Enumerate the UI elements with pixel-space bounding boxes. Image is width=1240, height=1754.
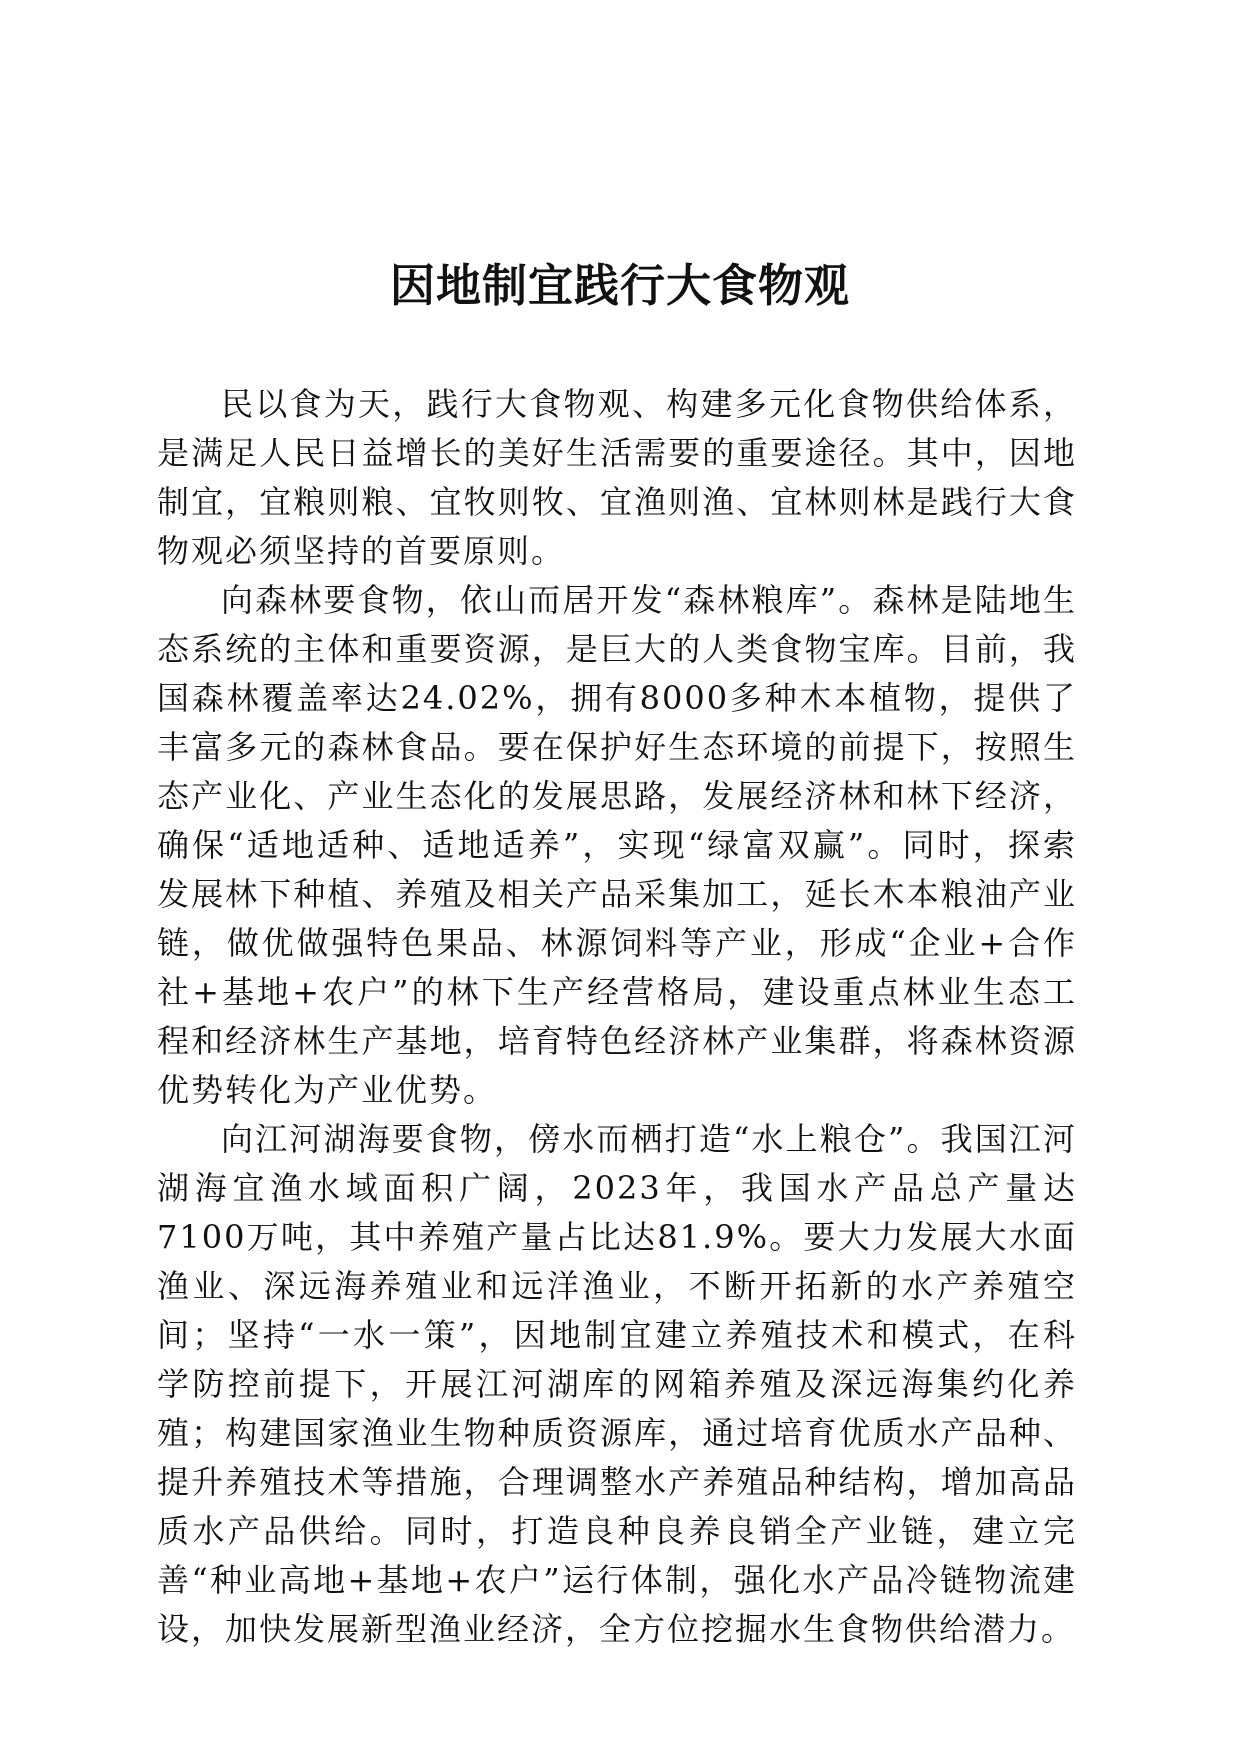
- paragraph-forest: 向森林要食物，依山而居开发“森林粮库”。森林是陆地生态系统的主体和重要资源，是巨大的人类食物宝库。目前，我国森林覆盖率达24.02%，拥有8000多种木本植物，提供了丰富多元的森林食品。要在保护好生态环境的前提下，按照生态产业化、产业生态化的发展思路，发展经济林和林下经济，确保“适地适种、适地适养”，实现“绿富双赢”。同时，探索发展林下种植、养殖及相关产品采集加工，延长木本粮油产业链，做优做强特色果品、林源饲料等产业，形成“企业+合作社+基地+农户”的林下生产经营格局，建设重点林业生态工程和经济林生产基地，培育特色经济林产业集群，将森林资源优势转化为产业优势。: [157, 581, 1077, 1109]
- document-title: 因地制宜践行大食物观: [389, 259, 850, 312]
- paragraph-intro: 民以食为天，践行大食物观、构建多元化食物供给体系，是满足人民日益增长的美好生活需要的重要途径。其中，因地制宜，宜粮则粮、宜牧则牧、宜渔则渔、宜林则林是践行大食物观必须坚持的首要原则。: [157, 385, 1077, 570]
- document-body: [157, 380, 1077, 1654]
- paragraph-water: 向江河湖海要食物，傍水而栖打造“水上粮仓”。我国江河湖海宜渔水域面积广阔，2023年，我国水产品总产量达7100万吨，其中养殖产量占比达81.9%。要大力发展大水面渔业、深远海养殖业和远洋渔业，不断开拓新的水产养殖空间；坚持“一水一策”，因地制宜建立养殖技术和模式，在科学防控前提下，开展江河湖库的网箱养殖及深远海集约化养殖；构建国家渔业生物种质资源库，通过培育优质水产品种、提升养殖技术等措施，合理调整水产养殖品种结构，增加高品质水产品供给。同时，打造良种良养良销全产业链，建立完善“种业高地+基地+农户”运行体制，强化水产品冷链物流建设，加快发展新型渔业经济，全方位挖掘水生食物供给潜力。: [157, 1120, 1077, 1648]
